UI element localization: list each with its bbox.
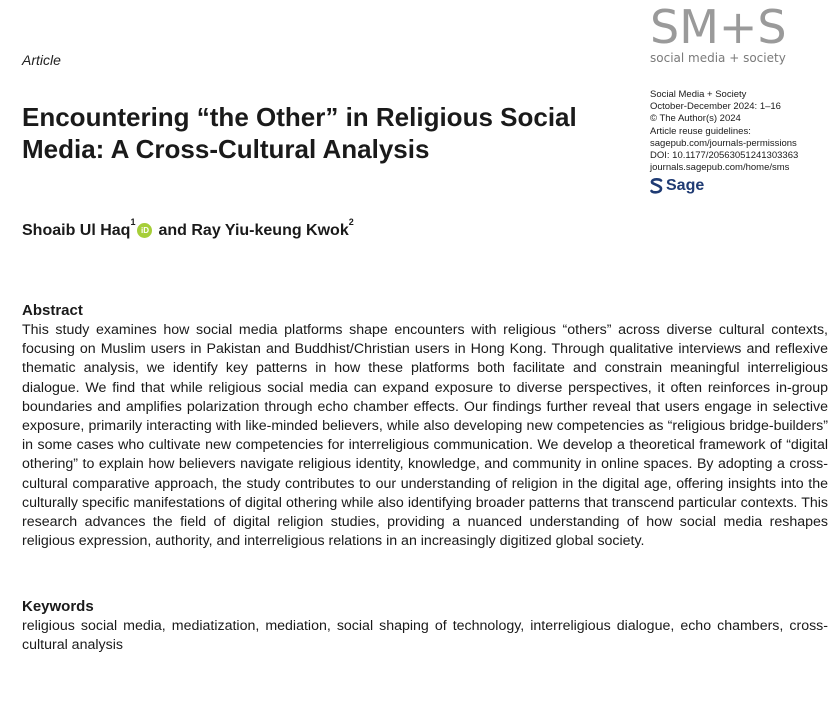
logo-mark: SM+S (650, 0, 787, 54)
permissions-link[interactable]: sagepub.com/journals-permissions (650, 137, 797, 149)
journal-logo (650, 0, 830, 65)
sage-s-icon (650, 178, 663, 194)
doi[interactable]: DOI: 10.1177/20563051241303363 (650, 150, 799, 162)
publisher-logo (650, 178, 835, 194)
abstract-heading: Abstract (22, 302, 83, 319)
journal-link[interactable]: journals.sagepub.com/home/sms (650, 162, 790, 174)
publication-meta (650, 89, 835, 194)
article-type-label: Article (22, 52, 61, 68)
author-name: and Ray Yiu-keung Kwok (158, 222, 349, 239)
keywords-text: religious social media, mediatization, mediation, social shaping of technology, interreligious dialogue, echo chambers, cross-cultural analysis (22, 618, 828, 654)
abstract-text: This study examines how social media platforms shape encounters with religious “others” across diverse cultural contexts, focusing on Muslim users in Pakistan and Buddhist/Christian users in Hong Kong. Through qualitative interviews and reflexive thematic analysis, we identify key patterns in how these platforms both facilitate and constrain meaningful interreligious dialogue. We find that while religious social media can expand exposure to diverse perspectives, it often reinforces in-group boundaries and amplifies polarization through echo chamber effects. Our findings further reveal that users engage in selective exposure, primarily interacting with like-minded believers, while also developing new competencies as “religious bridge-builders” in some cases who cultivate new competencies for interreligious communication. We develop a theoretical framework of “digital othering” to explain how believers navigate religious identity, knowledge, and community in online spaces. By adopting a cross-cultural comparative approach, the study contributes to our understanding of religion in the digital age, offering insights into the culturally specific manifestations of digital othering while also identifying broader patterns that transcend particular contexts. This research advances the field of digital religion studies, providing a nuanced understanding of how social media reshapes religious expression, authority, and interreligious relations in an increasingly digitized global society. (22, 322, 828, 550)
issue-info: October-December 2024: 1–16 (650, 101, 781, 113)
orcid-icon[interactable]: iD (137, 223, 152, 238)
keywords-heading: Keywords (22, 598, 94, 615)
reuse-label: Article reuse guidelines: (650, 125, 751, 137)
author-list: Shoaib Ul Haq 1 iD and Ray Yiu-keung Kwok 2 (22, 217, 354, 239)
journal-name: Social Media + Society (650, 89, 747, 100)
copyright: © The Author(s) 2024 (650, 113, 741, 125)
publisher-name: Sage (666, 177, 705, 195)
author-name: Shoaib Ul Haq (22, 222, 131, 239)
paper-title: Encountering “the Other” in Religious Social Media: A Cross-Cultural Analysis (22, 102, 577, 164)
logo-subtitle: social media + society (650, 51, 786, 65)
